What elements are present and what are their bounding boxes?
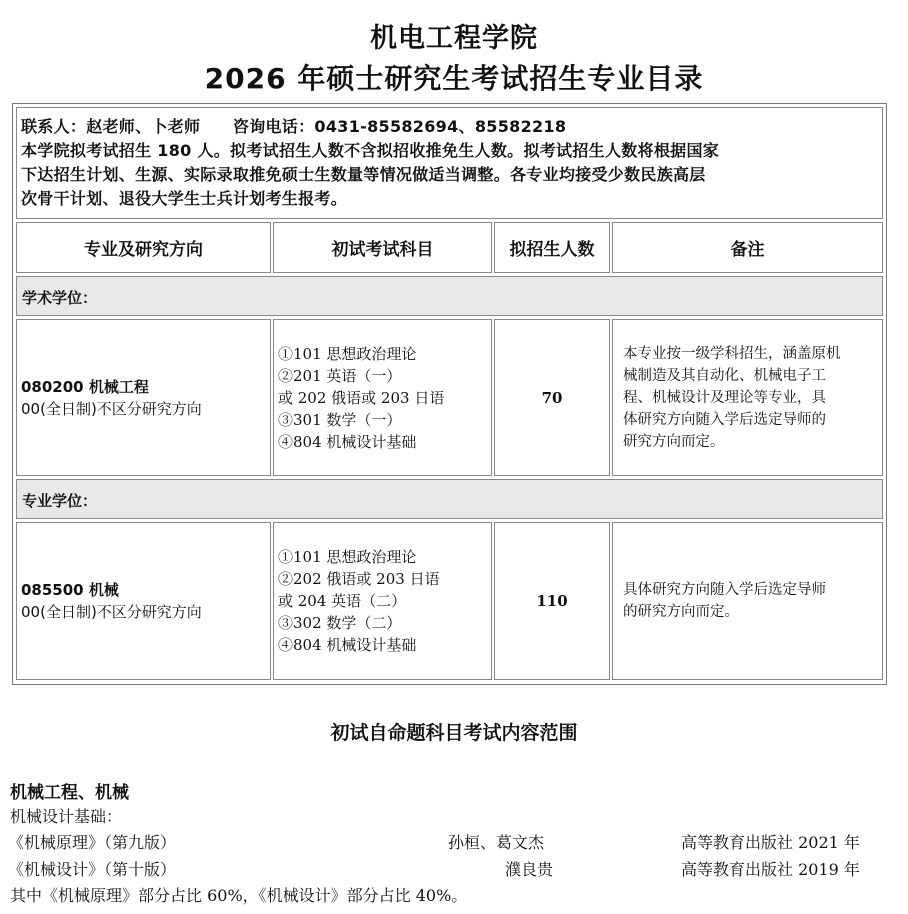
exam-item: 或 202 俄语或 203 日语: [278, 388, 445, 407]
header-note: 备注: [612, 222, 883, 273]
header-count: 拟招生人数: [494, 222, 610, 273]
book-publisher: 高等教育出版社 2019 年: [681, 860, 860, 879]
contact-line: 联系人：赵老师、卜老师 咨询电话：0431-85582694、85582218: [21, 117, 567, 136]
info-line-2: 下达招生计划、生源、实际录取推免硕士生数量等情况做适当调整。各专业均接受少数民族高层: [21, 165, 706, 184]
exam-item: ③301 数学（一）: [278, 410, 402, 429]
header-major: 专业及研究方向: [16, 222, 271, 273]
scope-title: 初试自命题科目考试内容范围: [330, 722, 578, 744]
book-author: 濮良贵: [505, 860, 554, 879]
enrollment-count: 70: [494, 319, 610, 476]
college-title: 机电工程学院: [370, 23, 538, 54]
note-line: 程、机械设计及理论等专业，具: [623, 389, 826, 406]
note-line: 械制造及其自动化、机械电子工: [623, 367, 826, 384]
program-cell: [16, 522, 271, 680]
exam-item: ④804 机械设计基础: [278, 636, 417, 654]
note-cell: [612, 319, 883, 476]
program-direction: 00(全日制)不区分研究方向: [21, 603, 202, 621]
section-academic: 学术学位：: [16, 276, 883, 316]
exam-list: [273, 319, 492, 476]
header-exams: 初试考试科目: [273, 222, 492, 273]
scope-majors: 机械工程、机械: [10, 783, 129, 803]
enrollment-count: 110: [494, 522, 610, 680]
note-line: 本专业按一级学科招生，涵盖原机: [623, 345, 841, 362]
book-author: 孙桓、葛文杰: [448, 833, 545, 852]
book-publisher: 高等教育出版社 2021 年: [681, 833, 860, 852]
program-cell: [16, 319, 271, 476]
exam-item: ①101 思想政治理论: [278, 548, 417, 566]
exam-item: ④804 机械设计基础: [278, 432, 417, 451]
program-code-name: 080200 机械工程: [21, 377, 149, 396]
book-title: 《机械设计》（第十版）: [8, 860, 177, 879]
info-block: [16, 107, 883, 219]
exam-item: ①101 思想政治理论: [278, 344, 417, 363]
section-professional: 专业学位：: [16, 479, 883, 519]
book-title: 《机械原理》（第九版）: [8, 833, 177, 852]
scope-subject: 机械设计基础：: [10, 807, 123, 826]
note-line: 研究方向而定。: [623, 433, 725, 450]
exam-item: ②202 俄语或 203 日语: [278, 570, 440, 588]
exam-item: ③302 数学（二）: [278, 614, 402, 632]
info-line-3: 次骨干计划、退役大学生士兵计划考生报考。: [21, 189, 348, 208]
note-line: 体研究方向随入学后选定导师的: [623, 411, 826, 428]
catalog-table: [12, 103, 887, 685]
exam-list: [273, 522, 492, 680]
program-code-name: 085500 机械: [21, 581, 119, 599]
exam-item: 或 204 英语（二）: [278, 592, 407, 610]
exam-item: ②201 英语（一）: [278, 366, 402, 385]
scope-ratio: 其中《机械原理》部分占比 60%，《机械设计》部分占比 40%。: [10, 886, 468, 905]
info-line-1: 本学院拟考试招生 180 人。拟考试招生人数不含拟招收推免生人数。拟考试招生人数将根据国家: [21, 141, 720, 160]
page-title: 2026 年硕士研究生考试招生专业目录: [204, 62, 704, 95]
program-direction: 00(全日制)不区分研究方向: [21, 399, 202, 418]
note-line: 具体研究方向随入学后选定导师: [623, 582, 826, 598]
note-line: 的研究方向而定。: [623, 604, 739, 620]
note-cell: [612, 522, 883, 680]
